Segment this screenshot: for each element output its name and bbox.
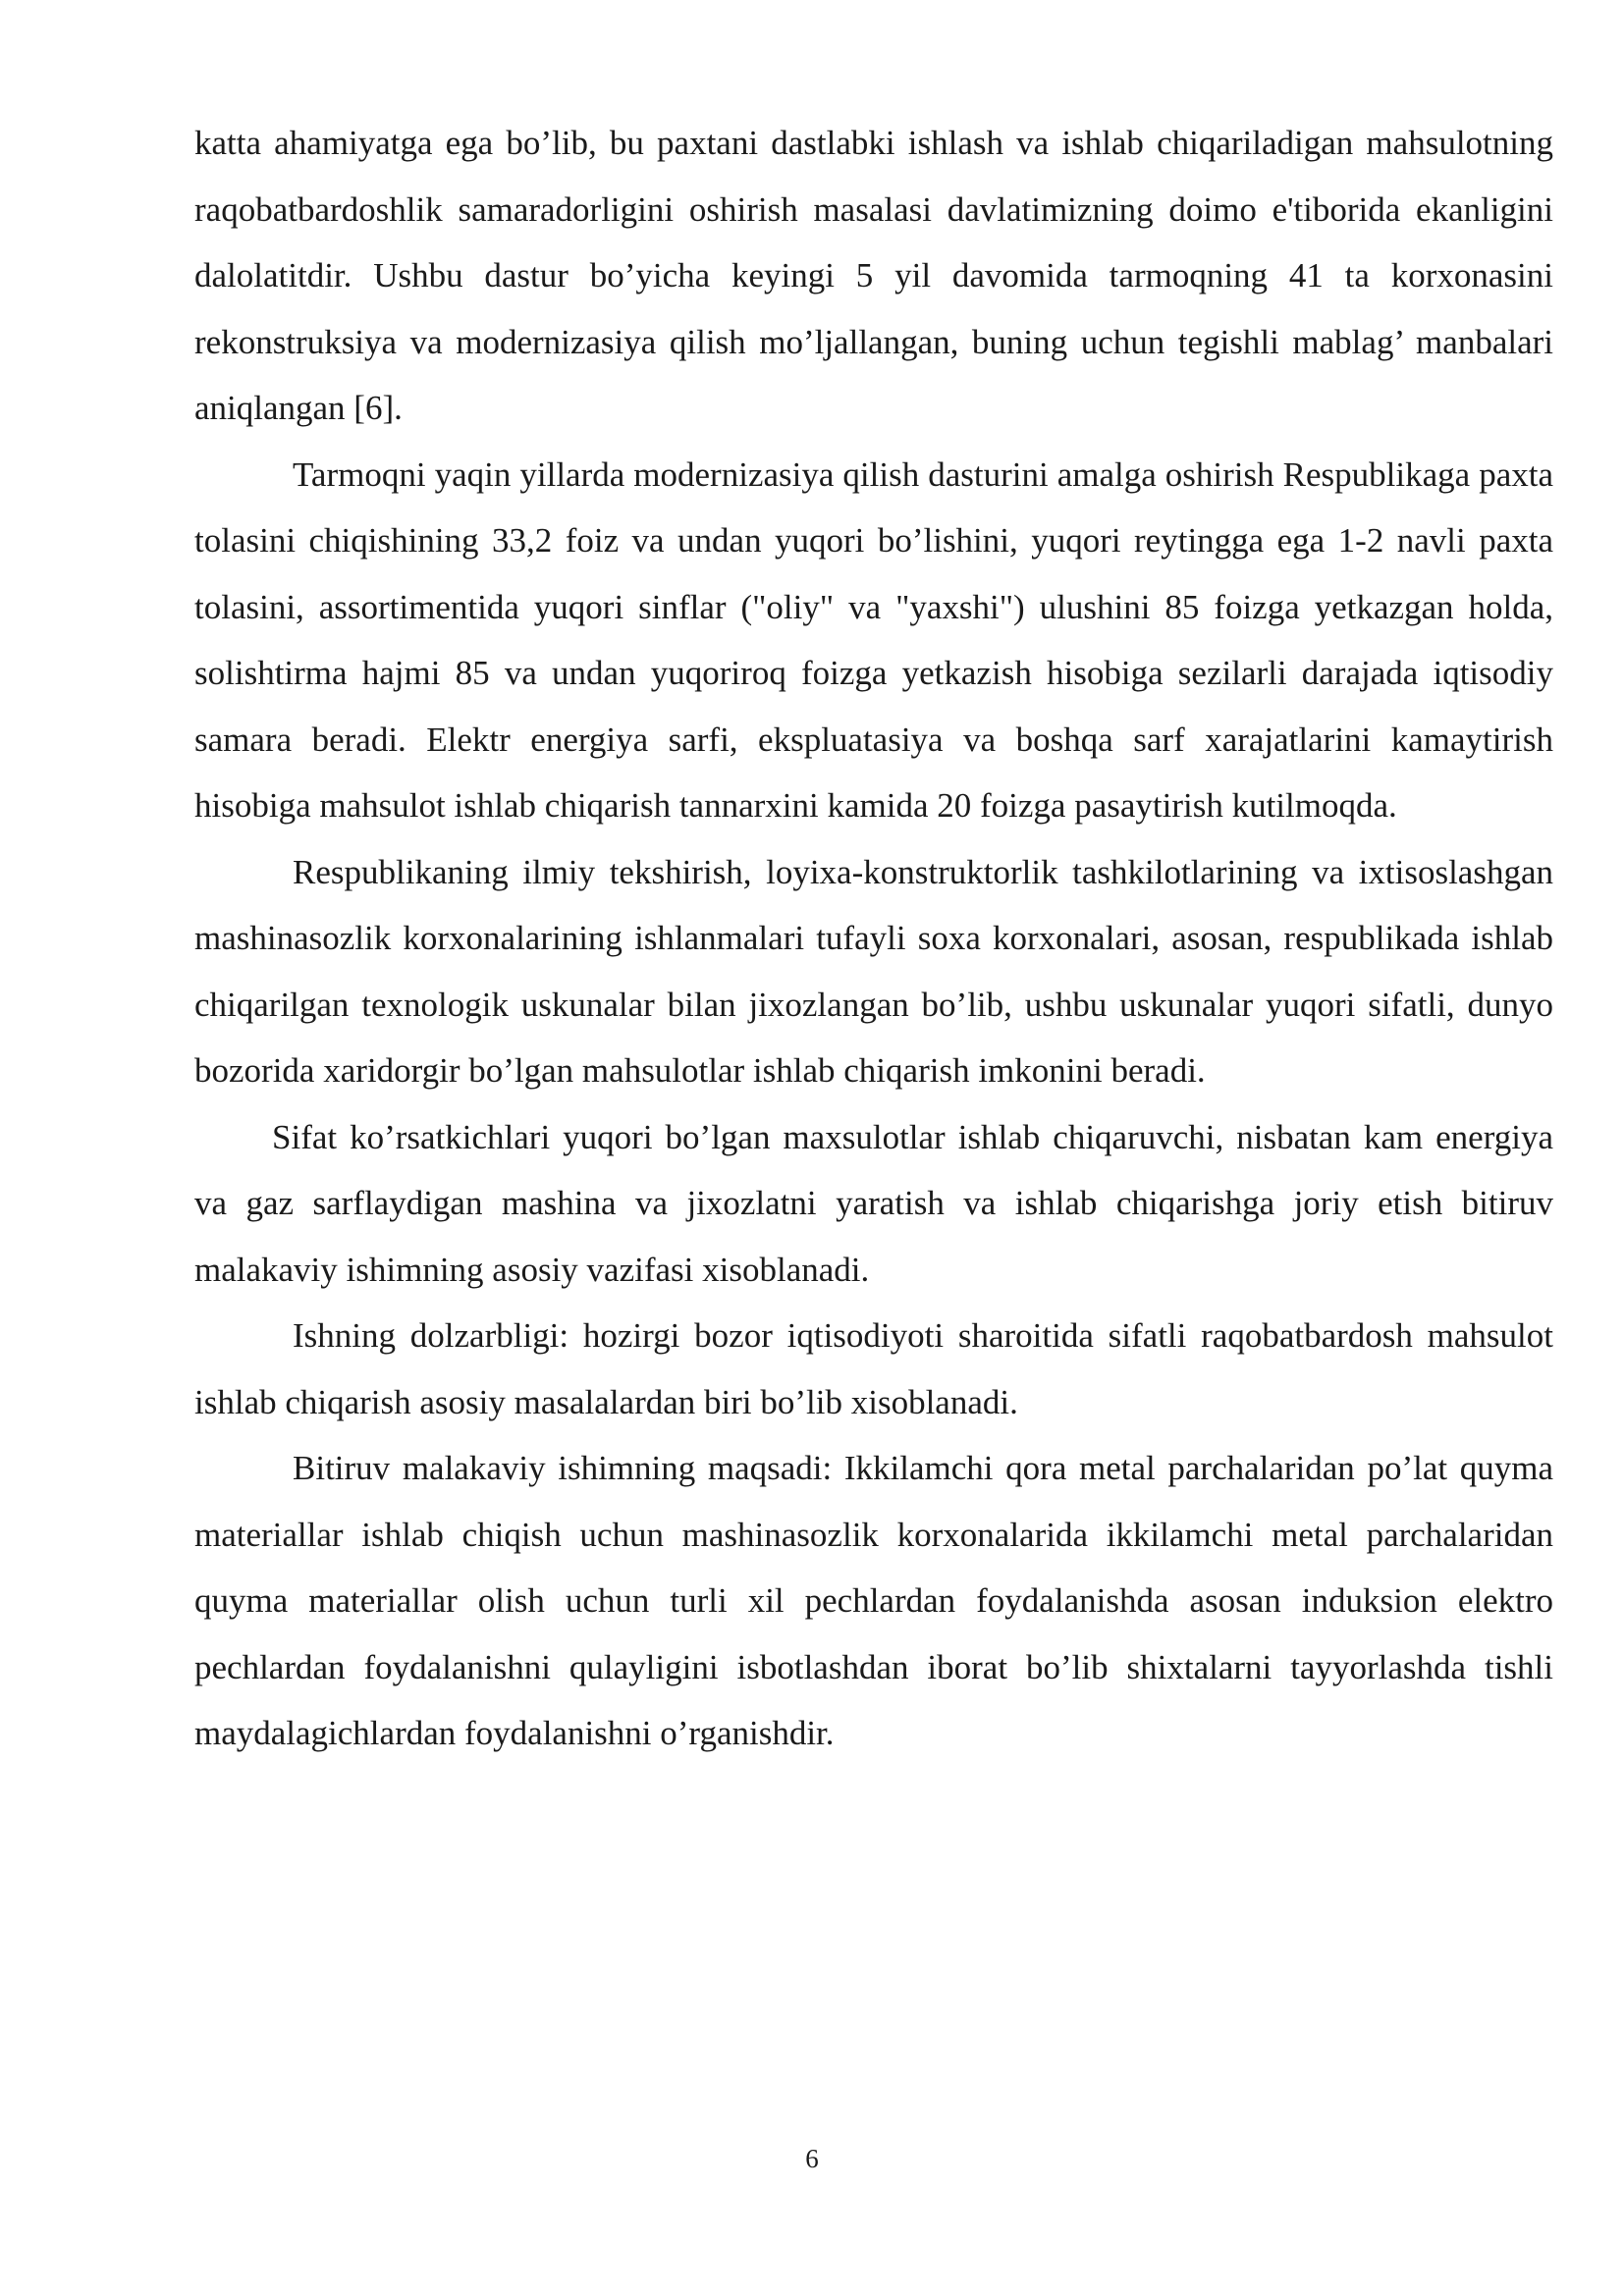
paragraph-goal: Bitiruv malakaviy ishimning maqsadi: Ikkilamchi qora metal parchalaridan po’lat quyma materiallar ishlab chiqish uchun mashinasozlik korxonalarida ikkilamchi metal parchalaridan quyma materiallar olish uchun turli xil pechlardan foydalanishda asosan induksion elektro pechlardan foydalanishni qulayligini isbotlashdan iborat bo’lib shixtalarni tayyorlashda tishli maydalagichlardan foydalanishni o’rganishdir.: [194, 1449, 1553, 1752]
document-body: [194, 110, 1553, 1767]
paragraph-main-task: Sifat ko’rsatkichlari yuqori bo’lgan maxsulotlar ishlab chiqaruvchi, nisbatan kam energiya va gaz sarflaydigan mashina va jixozlatni yaratish va ishlab chiqarishga joriy etish bitiruv malakaviy ishimning asosiy vazifasi xisoblanadi.: [194, 1117, 1553, 1289]
paragraph-relevance: Ishning dolzarbligi: hozirgi bozor iqtisodiyoti sharoitida sifatli raqobatbardosh mahsulot ishlab chiqarish asosiy masalalardan biri bo’lib xisoblanadi.: [194, 1316, 1553, 1421]
paragraph-modernization: Tarmoqni yaqin yillarda modernizasiya qilish dasturini amalga oshirish Respublikaga paxta tolasini chiqishining 33,2 foiz va undan yuqori bo’lishini, yuqori reytingga ega 1-2 navli paxta tolasini, assortimentida yuqori sinflar ("oliy" va "yaxshi") ulushini 85 foizga yetkazgan holda, solishtirma hajmi 85 va undan yuqoriroq foizga yetkazish hisobiga sezilarli darajada iqtisodiy samara beradi. Elektr energiya sarfi, ekspluatasiya va boshqa sarf xarajatlarini kamaytirish hisobiga mahsulot ishlab chiqarish tannarxini kamida 20 foizga pasaytirish kutilmoqda.: [194, 454, 1553, 825]
paragraph-research-organizations: Respublikaning ilmiy tekshirish, loyixa-konstruktorlik tashkilotlarining va ixtisoslashgan mashinasozlik korxonalarining ishlanmalari tufayli soxa korxonalari, asosan, respublikada ishlab chiqarilgan texnologik uskunalar bilan jixozlangan bo’lib, ushbu uskunalar yuqori sifatli, dunyo bozorida xaridorgir bo’lgan mahsulotlar ishlab chiqarish imkonini beradi.: [194, 852, 1553, 1090]
page-number: 6: [805, 2144, 819, 2173]
paragraph-continuation: katta ahamiyatga ega bo’lib, bu paxtani dastlabki ishlash va ishlab chiqariladigan mahsulotning raqobatbardoshlik samaradorligini oshirish masalasi davlatimizning doimo e'tiborida ekanligini dalolatitdir. Ushbu dastur bo’yicha keyingi 5 yil davomida tarmoqning 41 ta korxonasini rekonstruksiya va modernizasiya qilish mo’ljallangan, buning uchun tegishli mablag’ manbalari aniqlangan [6].: [194, 124, 1553, 427]
